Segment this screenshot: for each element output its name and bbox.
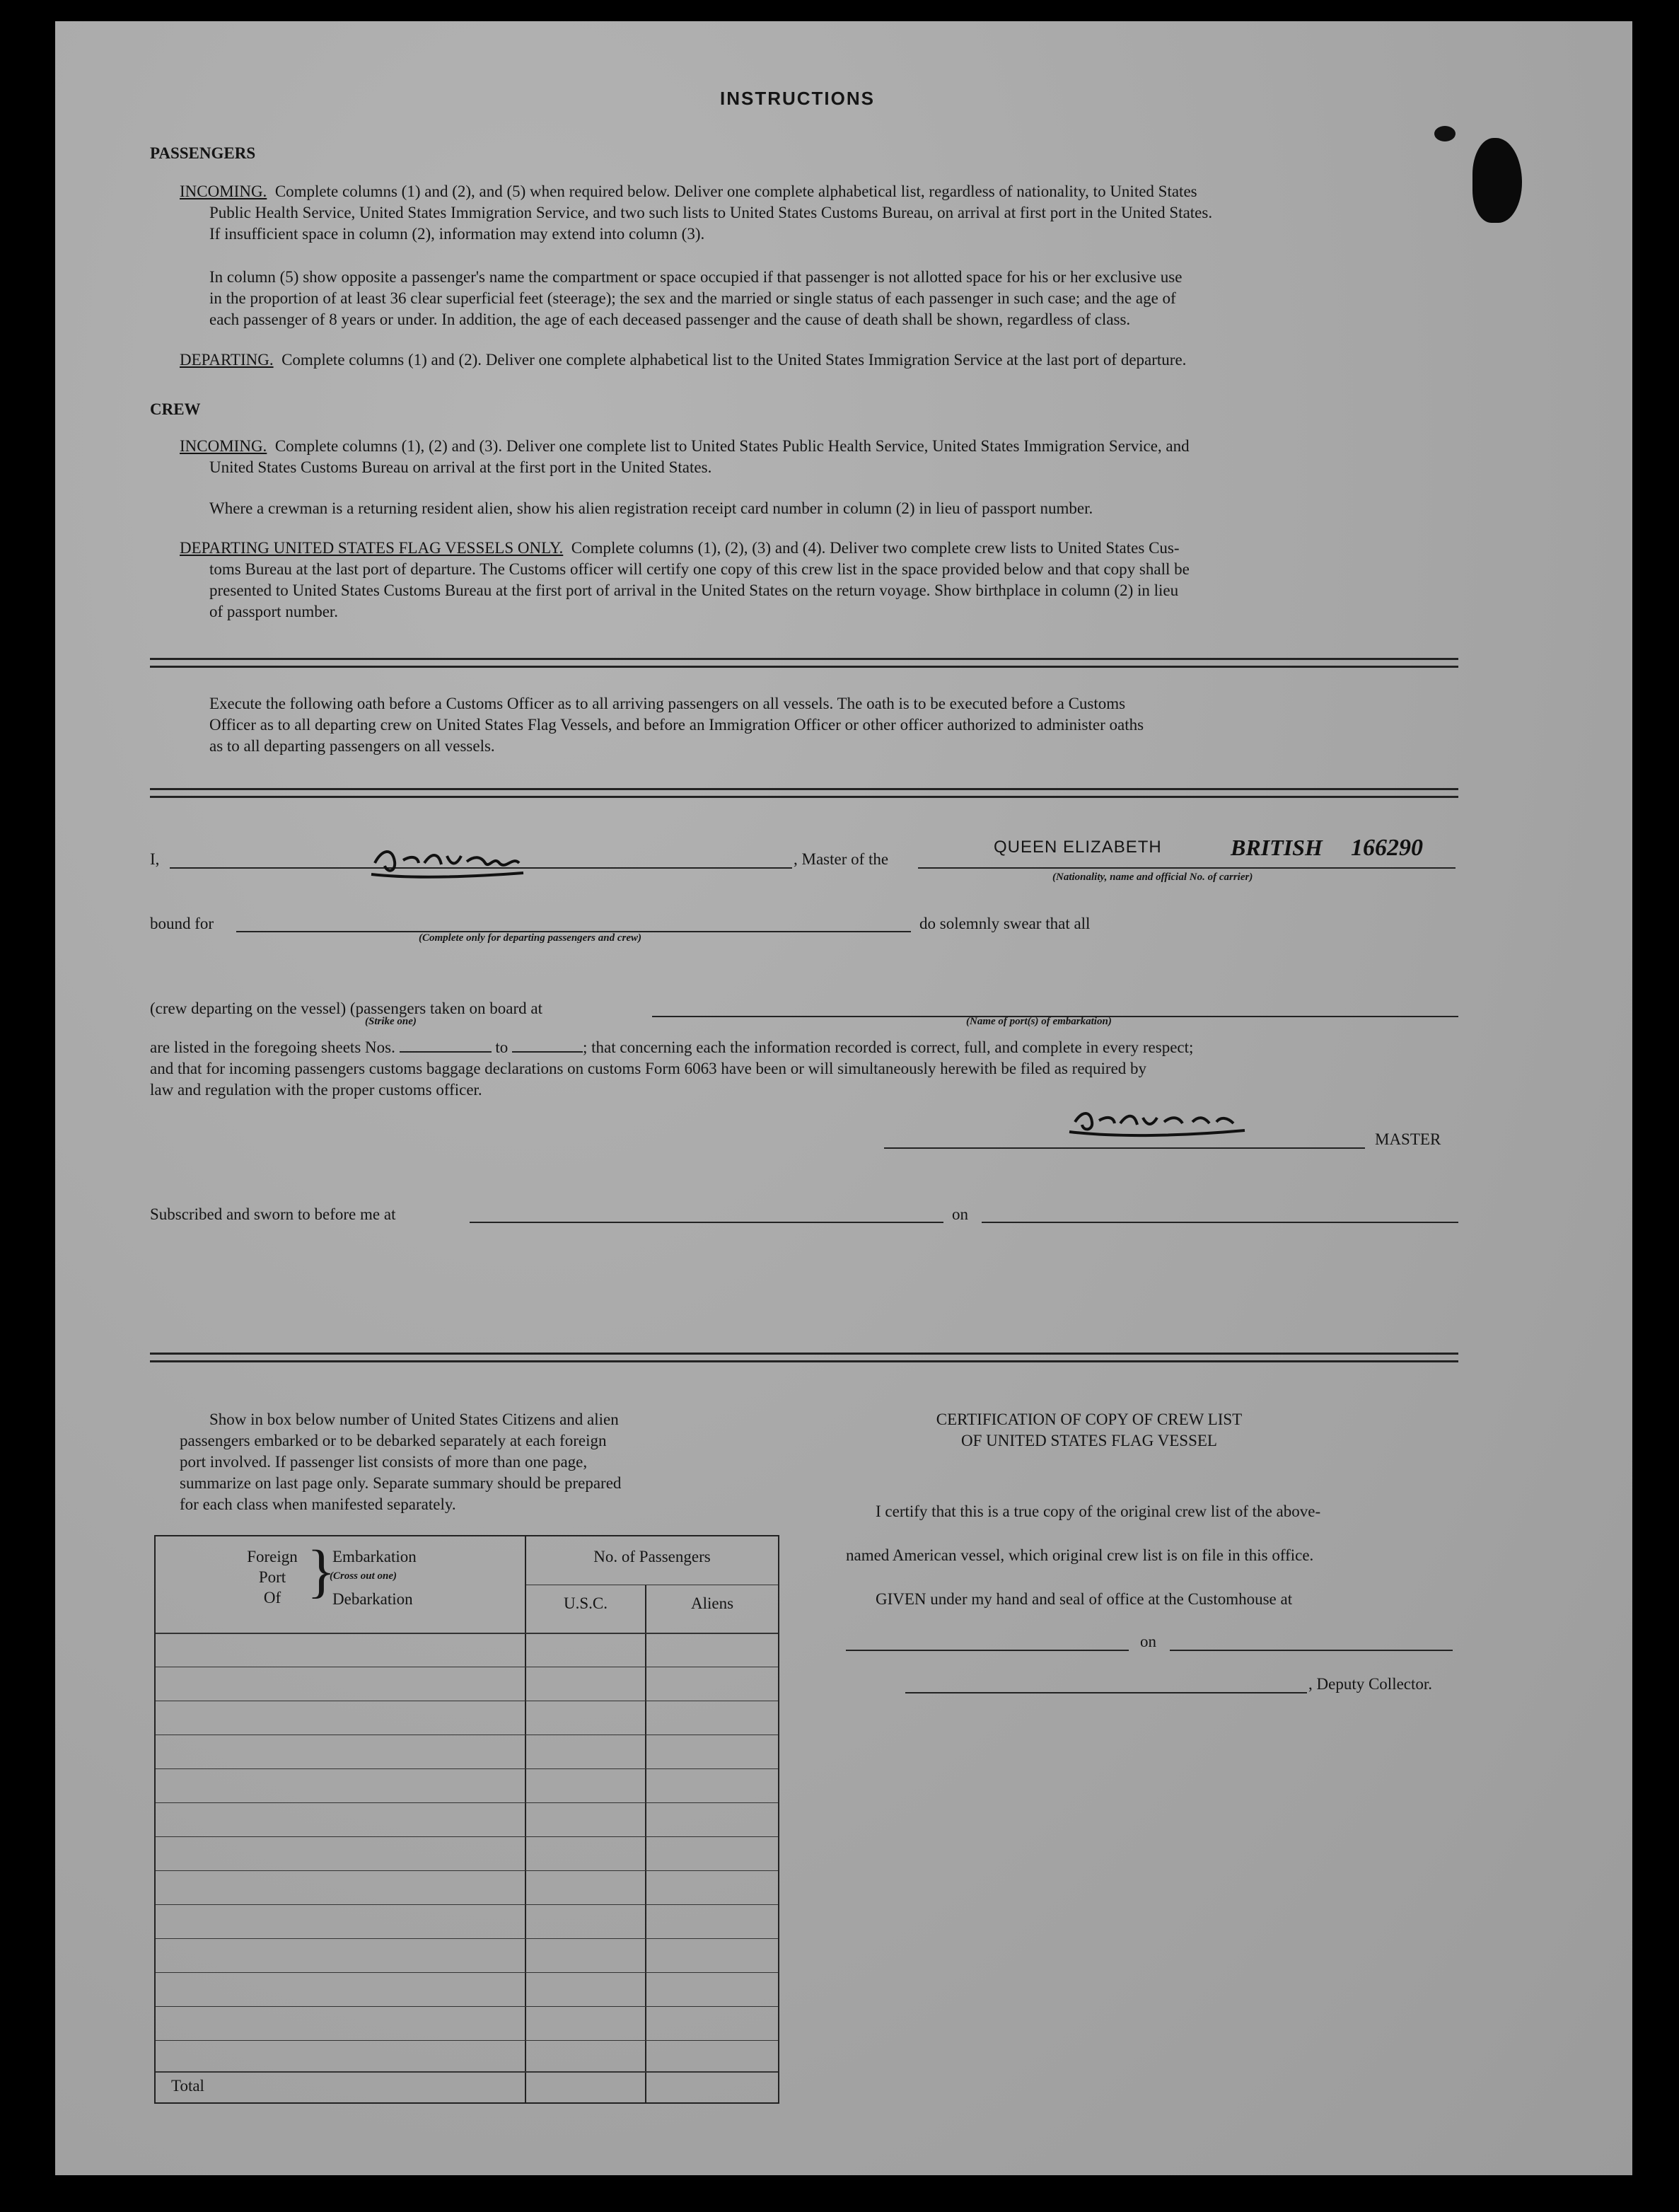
sheets-to-field bbox=[512, 1051, 583, 1053]
strike-caption: (Strike one) bbox=[365, 1016, 417, 1027]
baggage-line: and that for incoming passengers customs baggage declarations on customs Form 6063 have been or will simultaneously herewith be filed as required by bbox=[150, 1060, 1147, 1077]
summary-note-line-4: summarize on last page only. Separate summary should be prepared bbox=[180, 1474, 622, 1492]
certification-heading-1: CERTIFICATION OF COPY OF CREW LIST bbox=[936, 1411, 1243, 1428]
passenger-summary-table bbox=[154, 1535, 779, 2104]
passengers-incoming-line-3: If insufficient space in column (2), information may extend into column (3). bbox=[209, 225, 705, 243]
certification-line-2: named American vessel, which original crew list is on file in this office. bbox=[846, 1546, 1314, 1564]
summary-note-line-1: Show in box below number of United States Citizens and alien bbox=[209, 1411, 619, 1428]
passengers-incoming-line-1 bbox=[180, 181, 1197, 202]
divider bbox=[150, 788, 1458, 798]
deputy-collector-label: , Deputy Collector. bbox=[1308, 1675, 1433, 1693]
passengers-incoming-line-2: Public Health Service, United States Immigration Service, and two such lists to United States Customs Bureau, on arrival at first port in the United States. bbox=[209, 204, 1213, 221]
vessel-name: QUEEN ELIZABETH bbox=[994, 838, 1162, 857]
ink-blot bbox=[1434, 126, 1456, 141]
col-cross-caption: (Cross out one) bbox=[330, 1570, 397, 1582]
sworn-label: Subscribed and sworn to before me at bbox=[150, 1205, 396, 1223]
certification-line-1: I certify that this is a true copy of the original crew list of the above- bbox=[876, 1502, 1321, 1520]
master-signature bbox=[368, 835, 552, 884]
divider bbox=[150, 658, 1458, 668]
vessel-line bbox=[918, 867, 1456, 869]
resident-alien-text: Where a crewman is a returning resident alien, show his alien registration receipt card number in column (2) in lieu of passport number. bbox=[209, 499, 1093, 517]
divider bbox=[150, 1353, 1458, 1362]
master-label: MASTER bbox=[1375, 1130, 1441, 1148]
master-of-label: , Master of the bbox=[794, 850, 889, 868]
vessel-official-number: 166290 bbox=[1351, 835, 1423, 861]
crew-departing-label: (crew departing on the vessel) (passengers taken on board at bbox=[150, 1000, 542, 1017]
col-embarkation: Embarkation bbox=[332, 1548, 417, 1565]
incoming-text: Complete columns (1) and (2), and (5) when required below. Deliver one complete alphabetical list, regardless of nationality, to United States bbox=[274, 183, 1197, 200]
summary-note-line-3: port involved. If passenger list consists of more than one page, bbox=[180, 1453, 588, 1471]
col-foreign: Foreign Port Of bbox=[247, 1548, 298, 1606]
certification-line-3: GIVEN under my hand and seal of office at the Customhouse at bbox=[876, 1590, 1293, 1608]
sworn-place-line bbox=[470, 1222, 943, 1223]
customhouse-line bbox=[846, 1650, 1129, 1651]
column5-line-1: In column (5) show opposite a passenger's name the compartment or space occupied if that passenger is not allotted space for his or her exclusive use bbox=[209, 268, 1183, 286]
col-debarkation: Debarkation bbox=[332, 1590, 413, 1608]
ports-caption: (Name of port(s) of embarkation) bbox=[966, 1016, 1112, 1027]
passengers-heading: PASSENGERS bbox=[150, 144, 256, 162]
certification-date-line bbox=[1170, 1650, 1453, 1651]
summary-note-line-5: for each class when manifested separately. bbox=[180, 1495, 456, 1513]
master-signature bbox=[1061, 1101, 1273, 1143]
regulation-line: law and regulation with the proper customs officer. bbox=[150, 1081, 482, 1099]
departing-label: DEPARTING UNITED STATES FLAG VESSELS ONLY. bbox=[180, 539, 564, 557]
departing-label: DEPARTING. bbox=[180, 351, 274, 369]
summary-note-line-2: passengers embarked or to be debarked separately at each foreign bbox=[180, 1432, 607, 1449]
crew-departing-line-3: presented to United States Customs Bureau at the first port of arrival in the United States on the return voyage. Show birthplace in column (2) in lieu bbox=[209, 581, 1179, 599]
sheets-text: ; that concerning each the information recorded is correct, full, and complete in every respect; bbox=[582, 1038, 1194, 1056]
certification-on-label: on bbox=[1140, 1633, 1156, 1650]
sheets-line bbox=[150, 1037, 1193, 1058]
crew-incoming-line-1 bbox=[180, 436, 1190, 456]
crew-departing-line-4: of passport number. bbox=[209, 603, 339, 620]
page-title: INSTRUCTIONS bbox=[720, 88, 875, 109]
departing-text: Complete columns (1), (2), (3) and (4). Deliver two complete crew lists to United States Cus- bbox=[571, 539, 1180, 557]
deputy-signature-line bbox=[905, 1692, 1307, 1693]
total-label: Total bbox=[171, 2077, 204, 2095]
bound-caption: (Complete only for departing passengers and crew) bbox=[419, 932, 641, 944]
swear-label: do solemnly swear that all bbox=[919, 915, 1091, 932]
brace-icon: } bbox=[307, 1539, 336, 1604]
to-label: to bbox=[495, 1038, 509, 1056]
sheets-from-field bbox=[400, 1051, 492, 1053]
col-passengers: No. of Passengers bbox=[593, 1548, 711, 1565]
crew-departing-line-2: toms Bureau at the last port of departure. The Customs officer will certify one copy of this crew list in the space provided below and that copy shall be bbox=[209, 560, 1190, 578]
carrier-caption: (Nationality, name and official No. of carrier) bbox=[1052, 872, 1253, 883]
certification-heading-2: OF UNITED STATES FLAG VESSEL bbox=[961, 1432, 1217, 1449]
passengers-departing bbox=[180, 349, 1186, 370]
sheets-label: are listed in the foregoing sheets Nos. bbox=[150, 1038, 395, 1056]
incoming-label: INCOMING. bbox=[180, 437, 267, 455]
master-signature-line bbox=[884, 1147, 1365, 1149]
incoming-label: INCOMING. bbox=[180, 183, 267, 200]
column5-line-2: in the proportion of at least 36 clear superficial feet (steerage); the sex and the married or single status of each passenger in such case; and the age of bbox=[209, 289, 1176, 307]
bound-for-label: bound for bbox=[150, 915, 214, 932]
oath-instructions-line-2: Officer as to all departing crew on United States Flag Vessels, and before an Immigration Officer or other officer authorized to administer oaths bbox=[209, 716, 1144, 734]
col-aliens: Aliens bbox=[690, 1594, 734, 1612]
i-label: I, bbox=[150, 850, 160, 868]
ink-blot bbox=[1472, 138, 1522, 223]
column5-line-3: each passenger of 8 years or under. In addition, the age of each deceased passenger and the cause of death shall be shown, regardless of class. bbox=[209, 311, 1131, 328]
sworn-date-line bbox=[982, 1222, 1458, 1223]
sworn-on-label: on bbox=[952, 1205, 968, 1223]
crew-departing-line-1 bbox=[180, 538, 1180, 558]
oath-instructions-line-1: Execute the following oath before a Customs Officer as to all arriving passengers on all vessels. The oath is to be executed before a Customs bbox=[209, 695, 1126, 712]
oath-instructions-line-3: as to all departing passengers on all vessels. bbox=[209, 737, 495, 755]
crew-incoming-line-2: United States Customs Bureau on arrival at the first port in the United States. bbox=[209, 458, 712, 476]
crew-heading: CREW bbox=[150, 400, 201, 418]
incoming-text: Complete columns (1), (2) and (3). Deliver one complete list to United States Public Health Service, United States Immigration Service, and bbox=[274, 437, 1190, 455]
col-usc: U.S.C. bbox=[564, 1594, 608, 1612]
vessel-nationality: BRITISH bbox=[1231, 835, 1323, 860]
departing-text: Complete columns (1) and (2). Deliver one complete alphabetical list to the United States Immigration Service at the last port of departure. bbox=[281, 351, 1187, 369]
